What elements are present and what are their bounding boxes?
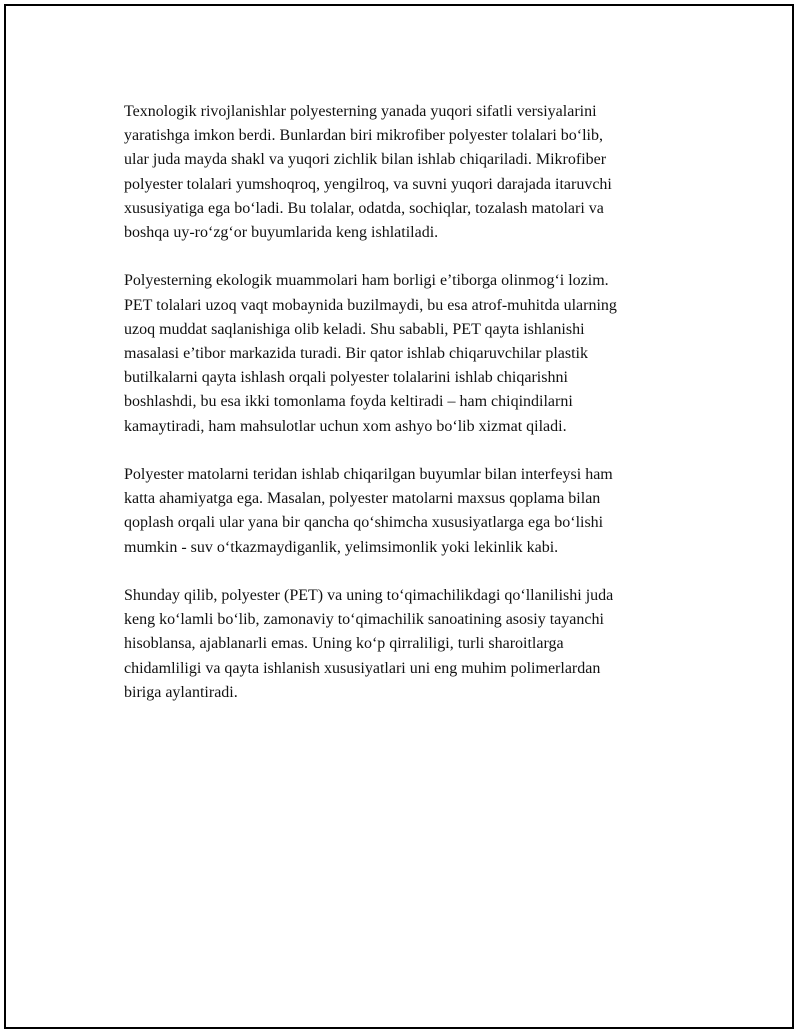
paragraph-ecology: Polyesterning ekologik muammolari ham borligi e’tiborga olinmog‘i lozim. PET tolalari uzoq vaqt mobaynida buzilmaydi, bu esa atrof-muhitda ularning uzoq muddat saqlanishiga olib keladi. Shu sababli, PET qayta ishlanishi masalasi e’tibor markazida turadi. Bir qator ishlab chiqaruvchilar plastik butilkalarni qayta ishlash orqali polyester tolalarini ishlab chiqarishni boshlashdi, bu esa ikki tomonlama foyda keltiradi – ham chiqindilarni kamaytiradi, ham mahsulotlar uchun xom ashyo bo‘lib xizmat qiladi. bbox=[124, 272, 617, 435]
paragraph-conclusion: Shunday qilib, polyester (PET) va uning to‘qimachilikdagi qo‘llanilishi juda keng ko‘lamli bo‘lib, zamonaviy to‘qimachilik sanoatining asosiy tayanchi hisoblansa, ajablanarli emas. Uning ko‘p qirraliligi, turli sharoitlarga chidamliligi va qayta ishlanish xususiyatlari uni eng muhim polimerlardan biriga aylantiradi. bbox=[124, 587, 614, 701]
paragraph-microfiber: Texnologik rivojlanishlar polyesterning yanada yuqori sifatli versiyalarini yaratishga imkon berdi. Bunlardan biri mikrofiber polyester tolalari bo‘lib, ular juda mayda shakl va yuqori zichlik bilan ishlab chiqariladi. Mikrofiber polyester tolalari yumshoqroq, yengilroq, va suvni yuqori darajada itaruvchi xususiyatiga ega bo‘ladi. Bu tolalar, odatda, sochiqlar, tozalash matolari va boshqa uy-ro‘zg‘or buyumlarida keng ishlatiladi. bbox=[124, 103, 612, 242]
paragraph-coatings: Polyester matolarni teridan ishlab chiqarilgan buyumlar bilan interfeysi ham katta ahamiyatga ega. Masalan, polyester matolarni maxsus qoplama bilan qoplash orqali ular yana bir qancha qo‘shimcha xususiyatlarga ega bo‘lishi mumkin - suv o‘tkazmaydiganlik, yelimsimonlik yoki lekinlik kabi. bbox=[124, 466, 613, 556]
page-border bbox=[4, 4, 794, 1029]
document-body bbox=[124, 100, 704, 729]
